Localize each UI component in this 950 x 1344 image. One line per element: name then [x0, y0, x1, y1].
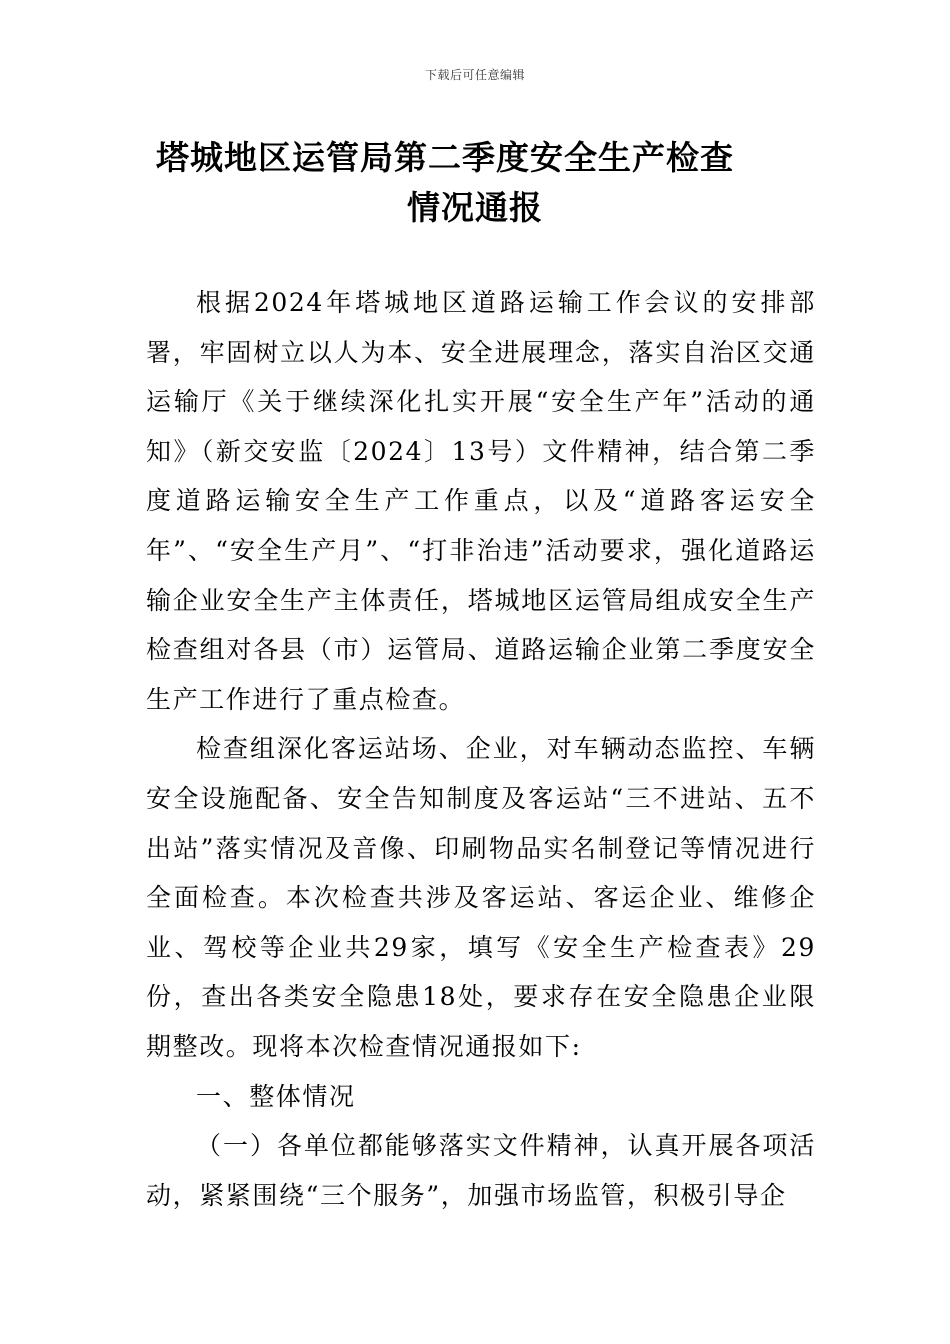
- document-title-line-2: 情况通报: [407, 188, 543, 227]
- paragraph-subsection-1: （一）各单位都能够落实文件精神，认真开展各项活动，紧紧围绕“三个服务”，加强市场监管，积极引导企: [146, 1131, 816, 1210]
- document-body: [146, 278, 816, 1220]
- paragraph-intro: 根据2024年塔城地区道路运输工作会议的安排部署，牢固树立以人为本、安全进展理念，落实自治区交通运输厅《关于继续深化扎实开展“安全生产年”活动的通知》（新交安监〔2024〕13号）文件精神，结合第二季度道路运输安全生产工作重点，以及“道路客运安全年”、“安全生产月”、“打非治违”活动要求，强化道路运输企业安全生产主体责任，塔城地区运管局组成安全生产检查组对各县（市）运管局、道路运输企业第二季度安全生产工作进行了重点检查。: [146, 288, 816, 714]
- download-note: 下载后可任意编辑: [424, 68, 525, 82]
- section-heading-overall: 一、整体情况: [196, 1081, 356, 1111]
- paragraph-inspection: 检查组深化客运站场、企业，对车辆动态监控、车辆安全设施配备、安全告知制度及客运站“三不进站、五不出站”落实情况及音像、印刷物品实名制登记等情况进行全面检查。本次检查共涉及客运站、客运企业、维修企业、驾校等企业共29家，填写《安全生产检查表》29份，查出各类安全隐患18处，要求存在安全隐患企业限期整改。现将本次检查情况通报如下:: [146, 734, 816, 1061]
- document-title-line-1: 塔城地区运管局第二季度安全生产检查: [156, 138, 734, 177]
